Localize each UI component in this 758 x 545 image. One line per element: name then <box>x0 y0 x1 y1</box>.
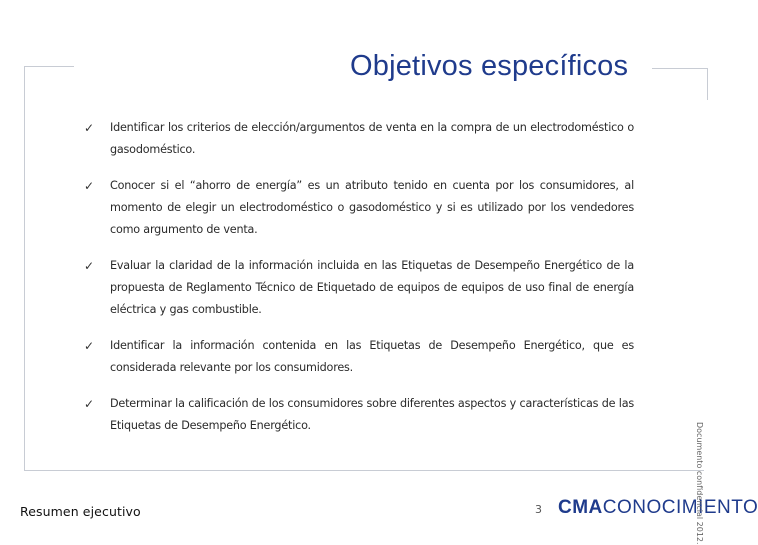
list-item-text: Determinar la calificación de los consumidores sobre diferentes aspectos y características de las Etiquetas de Desempeño Energético. <box>110 397 634 432</box>
frame-bottom-line <box>24 470 704 471</box>
logo-part-conocimiento: CONOCIMIENTO <box>602 497 758 518</box>
list-item <box>84 393 634 437</box>
list-item <box>84 255 634 321</box>
frame-left-line <box>24 66 25 470</box>
frame-right-line <box>707 68 708 100</box>
frame-top-left-line <box>24 66 74 67</box>
list-item-text: Identificar los criterios de elección/argumentos de venta en la compra de un electrodoméstico o gasodoméstico. <box>110 121 634 156</box>
list-item <box>84 335 634 379</box>
checkmark-icon: ✓ <box>84 121 94 135</box>
company-logo <box>558 497 758 519</box>
list-item-text: Evaluar la claridad de la información incluida en las Etiquetas de Desempeño Energético de la propuesta de Reglamento Técnico de Etiquetado de equipos de equipos de uso final de energía eléctrica y gas combustible. <box>110 259 634 316</box>
checkmark-icon: ✓ <box>84 397 94 411</box>
checkmark-icon: ✓ <box>84 339 94 353</box>
confidential-note: Documento confidencial 2012. <box>695 422 704 545</box>
list-item-text: Identificar la información contenida en las Etiquetas de Desempeño Energético, que es considerada relevante por los consumidores. <box>110 339 634 374</box>
checkmark-icon: ✓ <box>84 179 94 193</box>
list-item-text: Conocer si el “ahorro de energía” es un atributo tenido en cuenta por los consumidores, al momento de elegir un electrodoméstico o gasodoméstico y si es utilizado por los vendedores como argumento de venta. <box>110 179 634 236</box>
footer-section-label: Resumen ejecutivo <box>20 504 141 519</box>
objectives-list <box>84 117 634 451</box>
list-item <box>84 117 634 161</box>
checkmark-icon: ✓ <box>84 259 94 273</box>
list-item <box>84 175 634 241</box>
page-number: 3 <box>535 503 542 516</box>
frame-top-right-line <box>652 68 708 69</box>
logo-part-cma: CMA <box>558 497 603 518</box>
slide-title: Objetivos específicos <box>350 50 629 82</box>
